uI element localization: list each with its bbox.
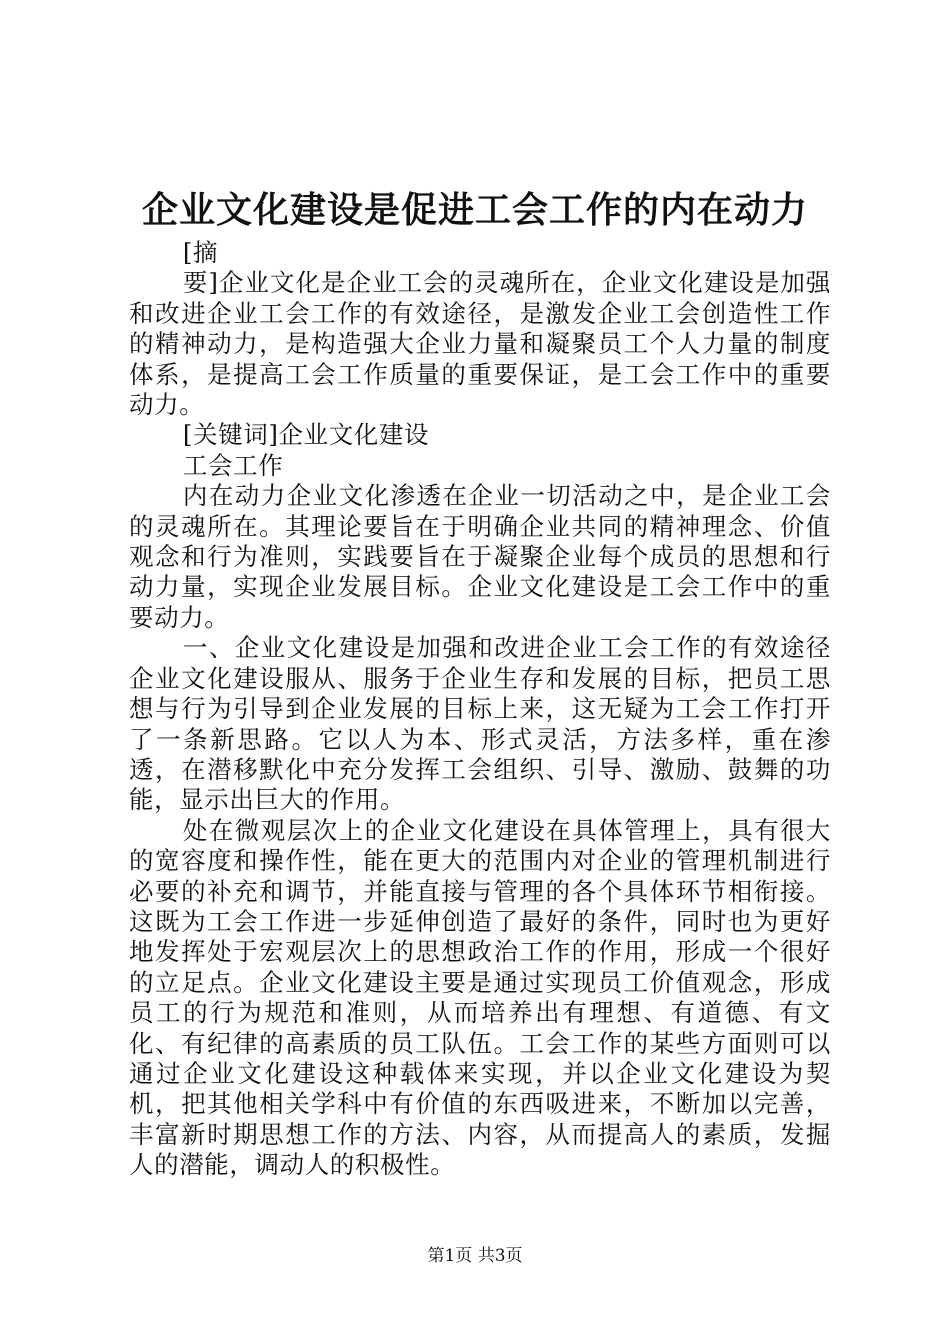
body-paragraph: 处在微观层次上的企业文化建设在具体管理上，具有很大的宽容度和操作性，能在更大的范围内对企业的管理机制进行必要的补充和调节，并能直接与管理的各个具体环节相衔接。这既为工会工作进一步延伸创造了最好的条件，同时也为更好地发挥处于宏观层次上的思想政治工作的作用，形成一个很好的立足点。企业文化建设主要是通过实现员工价值观念，形成员工的行为规范和准则，从而培养出有理想、有道德、有文化、有纪律的高素质的员工队伍。工会工作的某些方面则可以通过企业文化建设这种载体来实现，并以企业文化建设为契机，把其他相关学科中有价值的东西吸进来，不断加以完善，丰富新时期思想工作的方法、内容，从而提高人的素质，发掘人的潜能，调动人的积极性。 — [129, 815, 831, 1180]
keywords-line: [关键词]企业文化建设 — [182, 420, 430, 450]
document-title: 企业文化建设是促进工会工作的内在动力 — [141, 189, 808, 231]
document-body — [129, 238, 831, 1181]
abstract-label: [摘 — [182, 238, 219, 267]
page-footer: 第1页 共3页 — [427, 1246, 523, 1266]
body-paragraph: 内在动力企业文化渗透在企业一切活动之中，是企业工会的灵魂所在。其理论要旨在于明确企业共同的精神理念、价值观念和行为准则，实践要旨在于凝聚企业每个成员的思想和行动力量，实现企业发展目标。企业文化建设是工会工作中的重要动力。 — [129, 481, 831, 632]
keywords-continuation: 工会工作 — [182, 450, 284, 480]
abstract-paragraph: 要]企业文化是企业工会的灵魂所在，企业文化建设是加强和改进企业工会工作的有效途径，是激发企业工会创造性工作的精神动力，是构造强大企业力量和凝聚员工个人力量的制度体系，是提高工会工作质量的重要保证，是工会工作中的重要动力。 — [129, 268, 831, 420]
body-paragraph: 一、企业文化建设是加强和改进企业工会工作的有效途径企业文化建设服从、服务于企业生存和发展的目标，把员工思想与行为引导到企业发展的目标上来，这无疑为工会工作打开了一条新思路。它以人为本、形式灵活，方法多样，重在渗透，在潜移默化中充分发挥工会组织、引导、激励、鼓舞的功能，显示出巨大的作用。 — [129, 633, 831, 815]
